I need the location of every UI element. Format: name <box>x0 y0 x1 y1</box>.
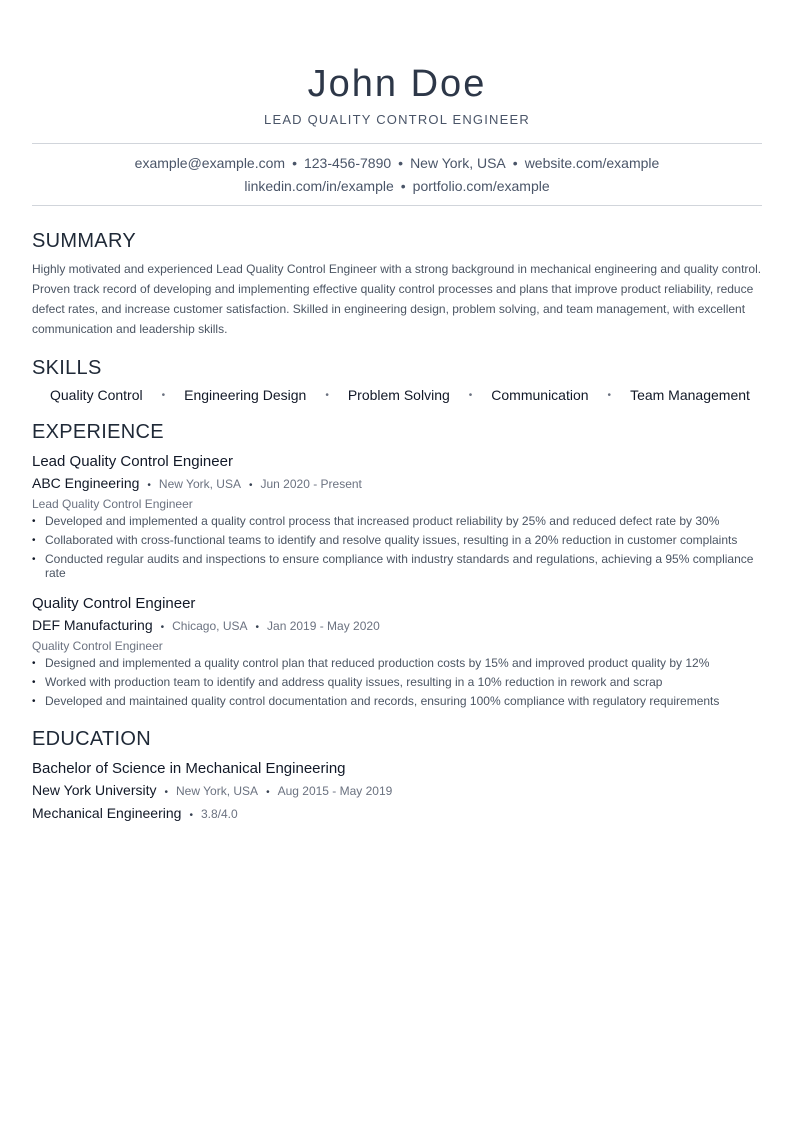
job-bullets <box>32 656 762 708</box>
job-location: Chicago, USA <box>172 619 248 633</box>
job-title: Quality Control Engineer <box>32 595 196 612</box>
skill-item: Engineering Design <box>184 387 307 403</box>
job-company: DEF Manufacturing <box>32 617 153 633</box>
separator-dot: • <box>607 389 612 401</box>
contact-phone[interactable]: 123-456-7890 <box>303 155 392 171</box>
job-meta <box>32 474 762 495</box>
bullet-item <box>32 656 762 670</box>
contact-info <box>32 144 762 205</box>
separator-dot: • <box>398 155 404 171</box>
separator-dot: • <box>292 155 297 171</box>
contact-portfolio[interactable]: portfolio.com/example <box>412 178 550 194</box>
job-role: Lead Quality Control Engineer <box>32 497 193 511</box>
experience-entry <box>32 594 762 708</box>
job-dates: Jun 2020 - Present <box>260 477 362 491</box>
candidate-name: John Doe <box>307 63 487 105</box>
education-gpa: 3.8/4.0 <box>200 807 238 821</box>
skills-list <box>32 387 762 403</box>
bullet-text: Worked with production team to identify and address quality issues, resulting in a 10% reduction in rework and scrap <box>45 675 663 689</box>
bullet-icon: • <box>32 516 36 527</box>
job-bullets <box>32 514 762 580</box>
skill-item: Communication <box>491 387 589 403</box>
bullet-text: Conducted regular audits and inspections to ensure compliance with industry standards and regulations, achieving a 95% compliance rate <box>45 552 754 580</box>
bullet-icon: • <box>32 658 36 669</box>
summary-heading: SUMMARY <box>32 230 136 252</box>
separator-dot: • <box>160 622 165 633</box>
bullet-text: Collaborated with cross-functional teams to identify and resolve quality issues, resulting in a 20% reduction in customer complaints <box>45 533 738 547</box>
experience-entry <box>32 452 762 580</box>
bullet-text: Developed and maintained quality control documentation and records, ensuring 100% compliance with regulatory requirements <box>45 694 720 708</box>
job-location: New York, USA <box>158 477 241 491</box>
education-dates: Aug 2015 - May 2019 <box>277 784 393 798</box>
experience-heading: EXPERIENCE <box>32 421 164 443</box>
skills-heading: SKILLS <box>32 357 102 379</box>
education-school: New York University <box>32 782 157 798</box>
header-divider-bottom <box>32 205 762 206</box>
bullet-icon: • <box>32 696 36 707</box>
bullet-item <box>32 552 762 580</box>
job-meta <box>32 616 762 637</box>
bullet-icon: • <box>32 554 36 565</box>
education-meta <box>32 781 762 802</box>
candidate-title: LEAD QUALITY CONTROL ENGINEER <box>264 112 530 127</box>
separator-dot: • <box>266 787 270 798</box>
bullet-text: Developed and implemented a quality control process that increased product reliability by 25% and reduced defect rate by 30% <box>45 514 720 528</box>
skill-item: Quality Control <box>50 387 143 403</box>
job-company: ABC Engineering <box>32 475 140 491</box>
separator-dot: • <box>255 622 260 633</box>
separator-dot: • <box>468 389 473 401</box>
contact-website[interactable]: website.com/example <box>524 155 660 171</box>
education-field-row <box>32 804 762 825</box>
bullet-text: Designed and implemented a quality control plan that reduced production costs by 15% and improved product quality by 12% <box>45 656 710 670</box>
bullet-item <box>32 694 762 708</box>
separator-dot: • <box>512 155 518 171</box>
bullet-item <box>32 514 762 528</box>
education-heading: EDUCATION <box>32 728 151 750</box>
bullet-icon: • <box>32 677 36 688</box>
education-field: Mechanical Engineering <box>32 805 182 821</box>
bullet-item <box>32 675 762 689</box>
education-location: New York, USA <box>176 784 259 798</box>
separator-dot: • <box>189 810 193 821</box>
education-degree: Bachelor of Science in Mechanical Engineering <box>32 760 346 777</box>
separator-dot: • <box>248 480 253 491</box>
contact-location: New York, USA <box>410 155 506 171</box>
separator-dot: • <box>147 480 151 491</box>
skill-item: Problem Solving <box>347 387 450 403</box>
job-title: Lead Quality Control Engineer <box>32 453 233 470</box>
separator-dot: • <box>325 389 329 401</box>
bullet-icon: • <box>32 535 36 546</box>
bullet-item <box>32 533 762 547</box>
separator-dot: • <box>161 389 166 401</box>
summary-text: Highly motivated and experienced Lead Quality Control Engineer with a strong background in mechanical engineering and quality control. Proven track record of developing and implementing effective quality control processes and plans that improve product reliability, reduce defect rates, and increase customer satisfaction. Skilled in engineering design, problem solving, and team management, with excellent communication and leadership skills. <box>32 262 762 336</box>
contact-email[interactable]: example@example.com <box>134 155 286 171</box>
skill-item: Team Management <box>630 387 750 403</box>
separator-dot: • <box>400 178 406 194</box>
job-role: Quality Control Engineer <box>32 639 163 653</box>
job-dates: Jan 2019 - May 2020 <box>267 619 380 633</box>
separator-dot: • <box>164 787 169 798</box>
contact-linkedin[interactable]: linkedin.com/in/example <box>244 178 394 194</box>
